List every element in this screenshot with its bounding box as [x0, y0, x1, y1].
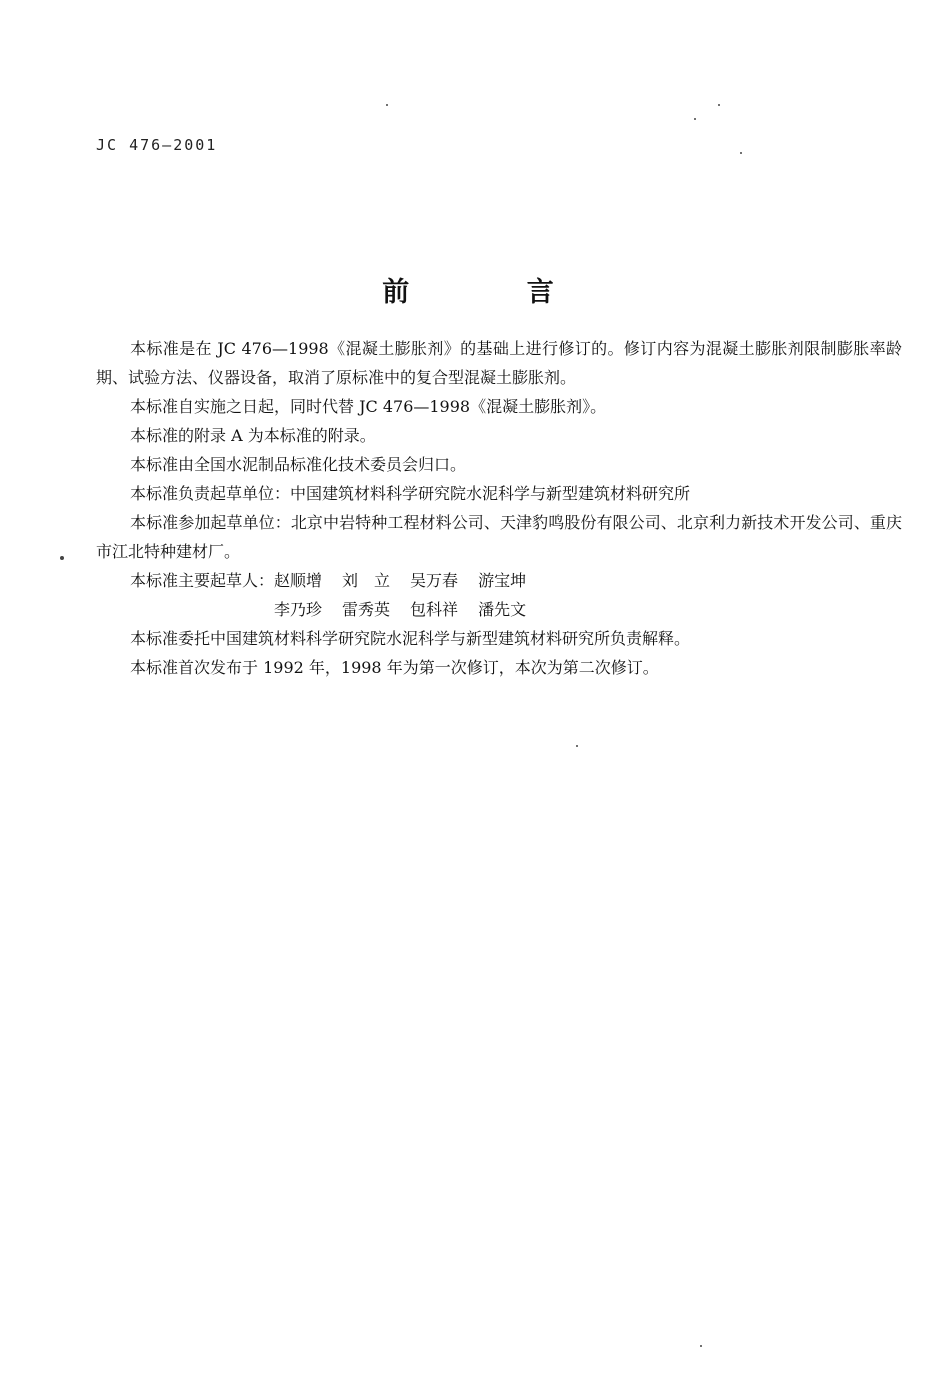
drafters-row-1: [274, 566, 546, 595]
drafter-name: 游宝坤: [478, 571, 527, 590]
paragraph-lead-drafter: 本标准负责起草单位：中国建筑材料科学研究院水泥科学与新型建筑材料研究所: [130, 484, 691, 503]
scan-speck: [60, 556, 64, 560]
paragraph-appendix: 本标准的附录 A 为本标准的附录。: [130, 426, 376, 445]
page-title: 前 言: [382, 277, 608, 308]
scan-speck: [576, 745, 578, 747]
drafter-name: 吴万春: [410, 571, 459, 590]
scan-speck: [386, 104, 388, 106]
scan-speck: [740, 152, 742, 154]
paragraph-interpretation: 本标准委托中国建筑材料科学研究院水泥科学与新型建筑材料研究所负责解释。: [130, 629, 691, 648]
drafter-name: 包科祥: [410, 600, 459, 619]
scan-speck: [694, 118, 696, 120]
paragraph-history: 本标准首次发布于 1992 年，1998 年为第一次修订，本次为第二次修订。: [130, 658, 659, 677]
scan-speck: [718, 104, 720, 106]
drafter-name: 赵顺增: [274, 571, 323, 590]
paragraph-committee: 本标准由全国水泥制品标准化技术委员会归口。: [130, 455, 467, 474]
drafter-name: 潘先文: [478, 600, 527, 619]
drafters-label: 本标准主要起草人：: [130, 571, 275, 590]
paragraph-replacement: 本标准自实施之日起，同时代替 JC 476—1998《混凝土膨胀剂》。: [130, 397, 607, 416]
paragraph-participating-drafters: 本标准参加起草单位：北京中岩特种工程材料公司、天津豹鸣股份有限公司、北京利力新技术开发公司、重庆市江北特种建材厂。: [96, 513, 902, 561]
main-drafters: [96, 566, 902, 624]
drafter-name: 刘 立: [342, 571, 391, 590]
drafter-name: 李乃珍: [274, 600, 323, 619]
drafter-name: 雷秀英: [342, 600, 391, 619]
scan-speck: [700, 1345, 702, 1347]
foreword-body: [96, 334, 902, 682]
drafters-names: [274, 566, 546, 624]
paragraph-revision-basis: 本标准是在 JC 476—1998《混凝土膨胀剂》的基础上进行修订的。修订内容为混凝土膨胀剂限制膨胀率龄期、试验方法、仪器设备，取消了原标准中的复合型混凝土膨胀剂。: [96, 339, 902, 387]
drafters-row-2: [274, 595, 546, 624]
standard-code: JC 476—2001: [96, 136, 218, 154]
